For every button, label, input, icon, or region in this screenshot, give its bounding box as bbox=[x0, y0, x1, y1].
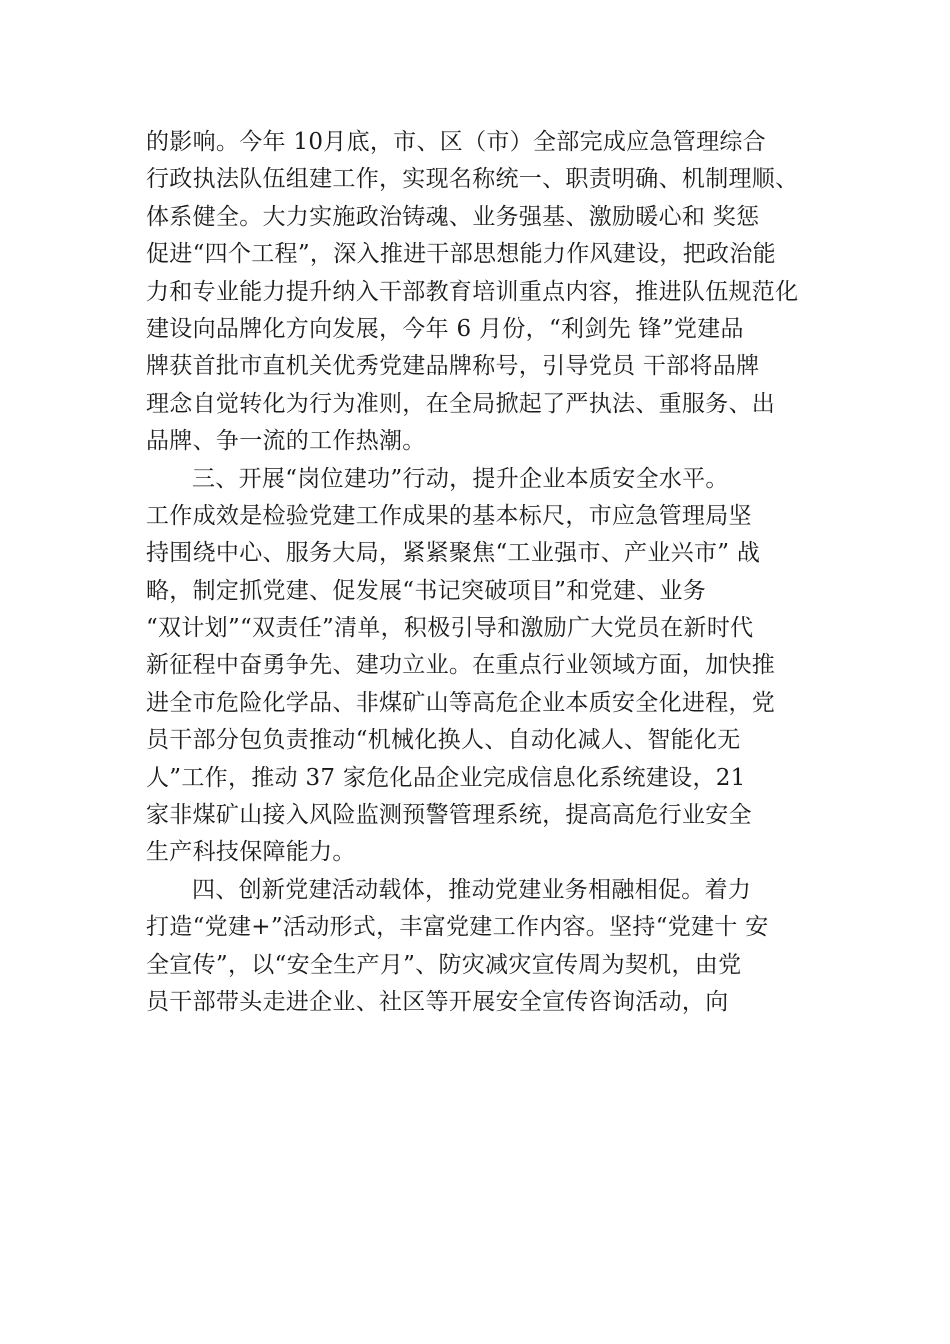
text-line: 持围绕中心、服务大局，紧紧聚焦“工业强市、产业兴市” 战 bbox=[146, 540, 761, 567]
text-line: 生产科技保障能力。 bbox=[146, 839, 356, 866]
text-line: “双计划”“双责任”清单，积极引导和激励广大党员在新时代 bbox=[146, 615, 754, 642]
text-line: 理念自觉转化为行为准则，在全局掀起了严执法、重服务、出 bbox=[146, 390, 776, 417]
body-text bbox=[146, 124, 836, 1021]
text-line: 品牌、争一流的工作热潮。 bbox=[146, 428, 426, 455]
text-line: 建设向品牌化方向发展，今年 6 月份，“利剑先 锋”党建品 bbox=[146, 315, 744, 342]
section-heading-3: 三、开展“岗位建功”行动，提升企业本质安全水平。 bbox=[192, 465, 729, 492]
text-line: 力和专业能力提升纳入干部教育培训重点内容，推进队伍规范化 bbox=[146, 278, 799, 305]
text-line: 打造“党建+”活动形式，丰富党建工作内容。坚持“党建十 安 bbox=[146, 914, 769, 941]
text-line: 体系健全。大力实施政治铸魂、业务强基、激励暖心和 奖惩 bbox=[146, 203, 760, 230]
section-heading-4: 四、创新党建活动载体，推动党建业务相融相促。着力 bbox=[192, 876, 752, 903]
text-line: 员干部带头走进企业、社区等开展安全宣传咨询活动，向 bbox=[146, 988, 729, 1015]
text-line: 员干部分包负责推动“机械化换人、自动化减人、智能化无 bbox=[146, 727, 741, 754]
text-line: 略，制定抓党建、促发展“书记突破项目”和党建、业务 bbox=[146, 577, 707, 604]
text-line: 全宣传”，以“安全生产月”、防灾减灾宣传周为契机，由党 bbox=[146, 951, 742, 978]
text-line: 人”工作，推动 37 家危化品企业完成信息化系统建设，21 bbox=[146, 764, 746, 791]
text-line: 新征程中奋勇争先、建功立业。在重点行业领域方面，加快推 bbox=[146, 652, 776, 679]
text-line: 家非煤矿山接入风险监测预警管理系统，提高高危行业安全 bbox=[146, 802, 752, 829]
text-line: 的影响。今年 10月底，市、区（市）全部完成应急管理综合 bbox=[146, 129, 766, 155]
text-line: 工作成效是检验党建工作成果的基本标尺，市应急管理局坚 bbox=[146, 502, 752, 529]
text-line: 牌获首批市直机关优秀党建品牌称号，引导党员 干部将品牌 bbox=[146, 353, 760, 380]
text-line: 行政执法队伍组建工作，实现名称统一、职责明确、机制理顺、 bbox=[146, 166, 799, 193]
text-line: 进全市危险化学品、非煤矿山等高危企业本质安全化进程，党 bbox=[146, 689, 776, 716]
text-line: 促进“四个工程”，深入推进干部思想能力作风建设，把政治能 bbox=[146, 241, 776, 268]
